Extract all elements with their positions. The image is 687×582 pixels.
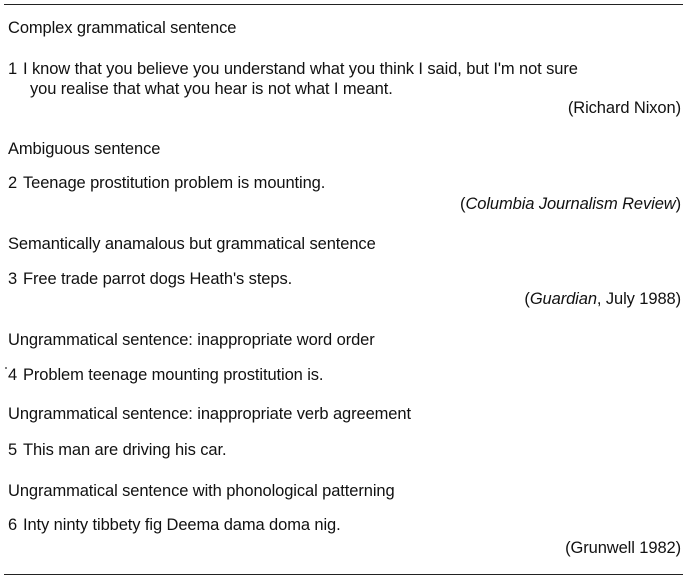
print-speck (5, 367, 7, 369)
example-text-6: Inty ninty tibbety fig Deema dama doma nig. (23, 516, 341, 534)
source-citation-2-italic: Columbia Journalism Review (465, 195, 676, 213)
source-citation-3 (524, 288, 681, 310)
example-number-5: 5 (8, 441, 18, 459)
example-text-5: This man are driving his car. (23, 441, 227, 459)
section-heading-3: Semantically anamalous but grammatical sentence (8, 235, 376, 253)
source-citation-2-rest: ) (675, 195, 681, 213)
source-citation-1-rest: Richard Nixon) (573, 99, 681, 117)
section-heading-5: Ungrammatical sentence: inappropriate verb agreement (8, 405, 411, 423)
example-number-3: 3 (8, 270, 18, 288)
example-sentence-1 (8, 58, 578, 80)
example-text-1-line-1: I know that you believe you understand what you think I said, but I'm not sure (23, 60, 578, 78)
example-number-6: 6 (8, 516, 18, 534)
example-number-4: 4 (8, 366, 18, 384)
example-sentence-2 (8, 172, 325, 194)
section-heading-1: Complex grammatical sentence (8, 19, 237, 37)
section-heading-4: Ungrammatical sentence: inappropriate word order (8, 331, 375, 349)
example-sentence-5 (8, 439, 226, 461)
example-text-3: Free trade parrot dogs Heath's steps. (23, 270, 293, 288)
source-citation-1-open: ( (567, 99, 574, 117)
example-text-2: Teenage prostitution problem is mounting. (23, 174, 326, 192)
source-citation-3-open: ( (524, 290, 530, 308)
bottom-rule (4, 574, 683, 575)
source-citation-6-open: ( (565, 539, 571, 557)
example-sentence-4 (8, 364, 323, 386)
source-citation-3-italic: Guardian (529, 290, 597, 308)
source-citation-1 (568, 97, 681, 119)
source-citation-6-rest: Grunwell 1982) (570, 539, 681, 557)
example-text-1-line-2: you realise that what you hear is not what I meant. (30, 80, 393, 98)
section-heading-6: Ungrammatical sentence with phonological patterning (8, 482, 395, 500)
example-number-2: 2 (8, 174, 18, 192)
example-number-1: 1 (8, 60, 18, 78)
section-heading-2: Ambiguous sentence (8, 140, 161, 158)
source-citation-6 (565, 537, 681, 559)
example-sentence-3 (8, 268, 292, 290)
example-text-4: Problem teenage mounting prostitution is. (23, 366, 324, 384)
example-sentence-6 (8, 514, 341, 536)
source-citation-3-rest: , July 1988) (596, 290, 681, 308)
top-rule (4, 4, 683, 5)
source-citation-2 (460, 193, 681, 215)
source-citation-2-open: ( (460, 195, 466, 213)
